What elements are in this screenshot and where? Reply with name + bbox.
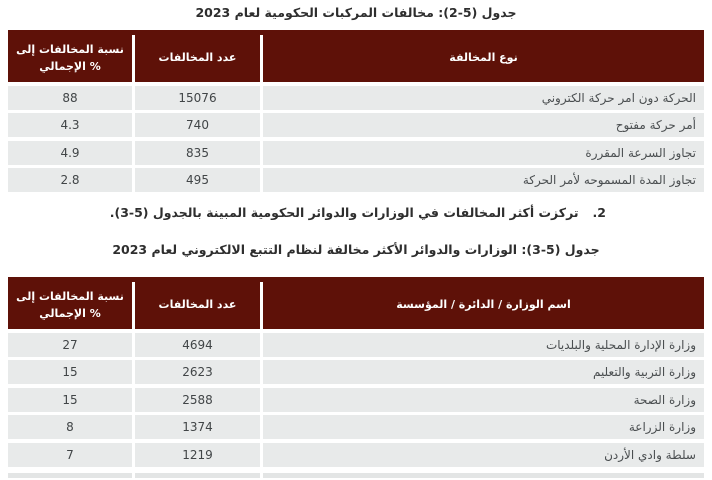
note-line [0, 205, 712, 220]
cell-violation-count: 835 [135, 141, 260, 165]
table-row [8, 360, 704, 384]
table-row [8, 113, 704, 137]
cell-violation-percent: 27 [8, 333, 132, 357]
partial-cell [263, 473, 704, 478]
table-row [8, 388, 704, 412]
cell-violation-percent: 8 [8, 415, 132, 439]
cell-entity-name: وزارة الصحة [263, 388, 704, 412]
header-entity-name: اسم الوزارة / الدائرة / المؤسسة [263, 282, 704, 329]
cell-violation-count: 1374 [135, 415, 260, 439]
table1-header [8, 30, 704, 82]
cell-violation-count: 740 [135, 113, 260, 137]
table-row [8, 86, 704, 110]
table1-vehicle-violations [8, 30, 704, 192]
cell-violation-type: تجاوز السرعة المقررة [263, 141, 704, 165]
cell-violation-percent: 4.9 [8, 141, 132, 165]
table2-body [8, 333, 704, 467]
table-row [8, 333, 704, 357]
cell-violation-percent: 15 [8, 360, 132, 384]
cell-entity-name: وزارة الزراعة [263, 415, 704, 439]
table2-ministries-violations [8, 277, 704, 467]
cell-violation-percent: 4.3 [8, 113, 132, 137]
cell-violation-percent: 2.8 [8, 168, 132, 192]
note-number: 2. [592, 205, 606, 220]
cell-violation-percent: 15 [8, 388, 132, 412]
cell-violation-count: 495 [135, 168, 260, 192]
table2-title: جدول (5-3): الوزارات والدوائر الأكثر مخالفة لنظام التتبع الالكتروني لعام 2023 [112, 242, 600, 257]
header-violation-type: نوع المخالفة [263, 35, 704, 82]
cell-violation-type: أمر حركة مفتوح [263, 113, 704, 137]
table1-title: جدول (5-2): مخالفات المركبات الحكومية لعام 2023 [195, 5, 517, 20]
table-row [8, 415, 704, 439]
cell-entity-name: وزارة الإدارة المحلية والبلديات [263, 333, 704, 357]
partial-cell [8, 473, 132, 478]
cell-violation-type: تجاوز المدة المسموحه لأمر الحركة [263, 168, 704, 192]
partial-cell [135, 473, 260, 478]
header-violation-percent: نسبة المخالفات إلى الإجمالي % [8, 282, 132, 329]
header-violation-percent: نسبة المخالفات إلى الإجمالي % [8, 35, 132, 82]
cell-entity-name: سلطة وادي الأردن [263, 443, 704, 467]
cell-violation-percent: 7 [8, 443, 132, 467]
table1-body [8, 86, 704, 193]
note-text: تركزت أكثر المخالفات في الوزارات والدوائر الحكومية المبينة بالجدول (5-3). [109, 205, 579, 220]
cell-entity-name: وزارة التربية والتعليم [263, 360, 704, 384]
header-violation-count: عدد المخالفات [135, 35, 260, 82]
table-row [8, 168, 704, 192]
cell-violation-count: 2623 [135, 360, 260, 384]
partial-row [8, 473, 704, 478]
table2-header [8, 277, 704, 329]
table-row [8, 141, 704, 165]
cell-violation-type: الحركة دون امر حركة الكتروني [263, 86, 704, 110]
header-violation-count: عدد المخالفات [135, 282, 260, 329]
cell-violation-percent: 88 [8, 86, 132, 110]
cell-violation-count: 1219 [135, 443, 260, 467]
table-row [8, 443, 704, 467]
cell-violation-count: 15076 [135, 86, 260, 110]
cell-violation-count: 2588 [135, 388, 260, 412]
cell-violation-count: 4694 [135, 333, 260, 357]
